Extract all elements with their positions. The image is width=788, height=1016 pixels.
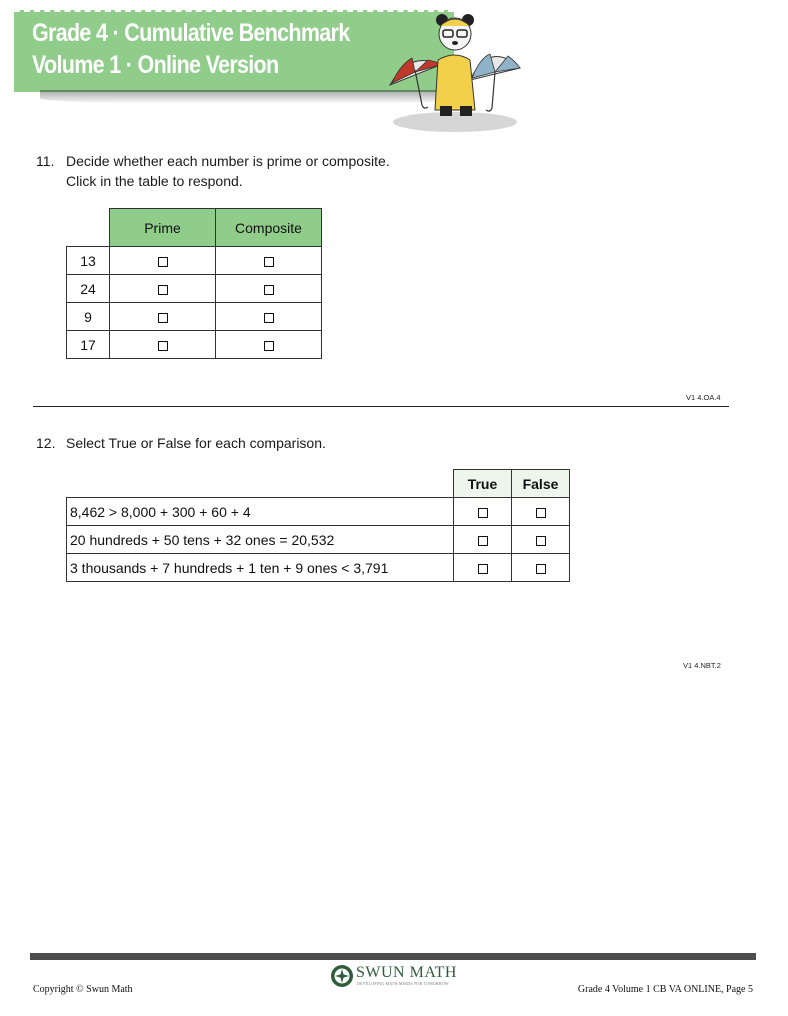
- table-row: [67, 303, 322, 331]
- q12-number: 12.: [36, 435, 56, 451]
- q11-cell[interactable]: [216, 247, 322, 275]
- checkbox-13-composite[interactable]: [264, 257, 274, 267]
- checkbox-17-prime[interactable]: [158, 341, 168, 351]
- q11-row-label: 13: [67, 247, 110, 275]
- q12-cell[interactable]: [512, 498, 570, 526]
- checkbox-row2-false[interactable]: [536, 536, 546, 546]
- checkbox-9-prime[interactable]: [158, 313, 168, 323]
- q12-prompt-text: Select True or False for each comparison.: [66, 435, 326, 451]
- q12-prompt: [36, 435, 326, 451]
- q11-prompt-line1: Decide whether each number is prime or composite.: [66, 153, 390, 169]
- footer-bar: [30, 953, 756, 960]
- q12-row-label: 3 thousands + 7 hundreds + 1 ten + 9 ones < 3,791: [67, 554, 454, 582]
- q12-standard: V1 4.NBT.2: [683, 661, 721, 670]
- q11-number: 11.: [36, 153, 55, 169]
- logo-text: SWUN MATH: [356, 964, 457, 981]
- q12-cell[interactable]: [512, 526, 570, 554]
- checkbox-13-prime[interactable]: [158, 257, 168, 267]
- swun-math-logo: [330, 962, 465, 992]
- q11-prompt: [36, 153, 390, 169]
- q11-prompt-line2: Click in the table to respond.: [66, 173, 243, 189]
- q11-cell[interactable]: [110, 275, 216, 303]
- q12-cell[interactable]: [454, 498, 512, 526]
- q12-row-label: 8,462 > 8,000 + 300 + 60 + 4: [67, 498, 454, 526]
- checkbox-row1-true[interactable]: [478, 508, 488, 518]
- q11-cell[interactable]: [216, 275, 322, 303]
- q12-row-label: 20 hundreds + 50 tens + 32 ones = 20,532: [67, 526, 454, 554]
- table-row: [67, 247, 322, 275]
- q11-cell[interactable]: [110, 331, 216, 359]
- q11-cell[interactable]: [110, 247, 216, 275]
- logo-tagline: DEVELOPING MATH MINDS FOR TOMORROW: [357, 981, 449, 986]
- footer-copyright: Copyright © Swun Math: [33, 984, 133, 995]
- mascot-umbrellas-illustration: [380, 10, 530, 135]
- checkbox-row3-false[interactable]: [536, 564, 546, 574]
- q11-corner: [67, 209, 110, 247]
- checkbox-row1-false[interactable]: [536, 508, 546, 518]
- q11-standard: V1 4.OA.4: [686, 393, 721, 402]
- q11-cell[interactable]: [216, 331, 322, 359]
- q11-table: [66, 208, 322, 359]
- q11-col-prime: Prime: [110, 209, 216, 247]
- banner-title-line2: Volume 1 · Online Version: [32, 51, 279, 79]
- q11-cell[interactable]: [216, 303, 322, 331]
- checkbox-24-composite[interactable]: [264, 285, 274, 295]
- q12-table: [66, 469, 570, 582]
- q11-row-label: 9: [67, 303, 110, 331]
- q11-row-label: 24: [67, 275, 110, 303]
- table-row: [67, 331, 322, 359]
- footer-page-label: Grade 4 Volume 1 CB VA ONLINE, Page 5: [577, 984, 753, 995]
- q11-row-label: 17: [67, 331, 110, 359]
- table-row: [67, 526, 570, 554]
- section-divider: [33, 406, 729, 407]
- checkbox-row2-true[interactable]: [478, 536, 488, 546]
- q12-cell[interactable]: [512, 554, 570, 582]
- q12-cell[interactable]: [454, 526, 512, 554]
- q12-col-false: False: [512, 470, 570, 498]
- q11-cell[interactable]: [110, 303, 216, 331]
- table-row: [67, 498, 570, 526]
- q12-corner: [67, 470, 454, 498]
- checkbox-17-composite[interactable]: [264, 341, 274, 351]
- q12-col-true: True: [454, 470, 512, 498]
- table-row: [67, 275, 322, 303]
- q12-cell[interactable]: [454, 554, 512, 582]
- table-row: [67, 554, 570, 582]
- checkbox-row3-true[interactable]: [478, 564, 488, 574]
- banner-title-line1: Grade 4 · Cumulative Benchmark: [32, 19, 350, 47]
- swun-logo-icon: [330, 964, 354, 988]
- checkbox-9-composite[interactable]: [264, 313, 274, 323]
- q11-col-composite: Composite: [216, 209, 322, 247]
- checkbox-24-prime[interactable]: [158, 285, 168, 295]
